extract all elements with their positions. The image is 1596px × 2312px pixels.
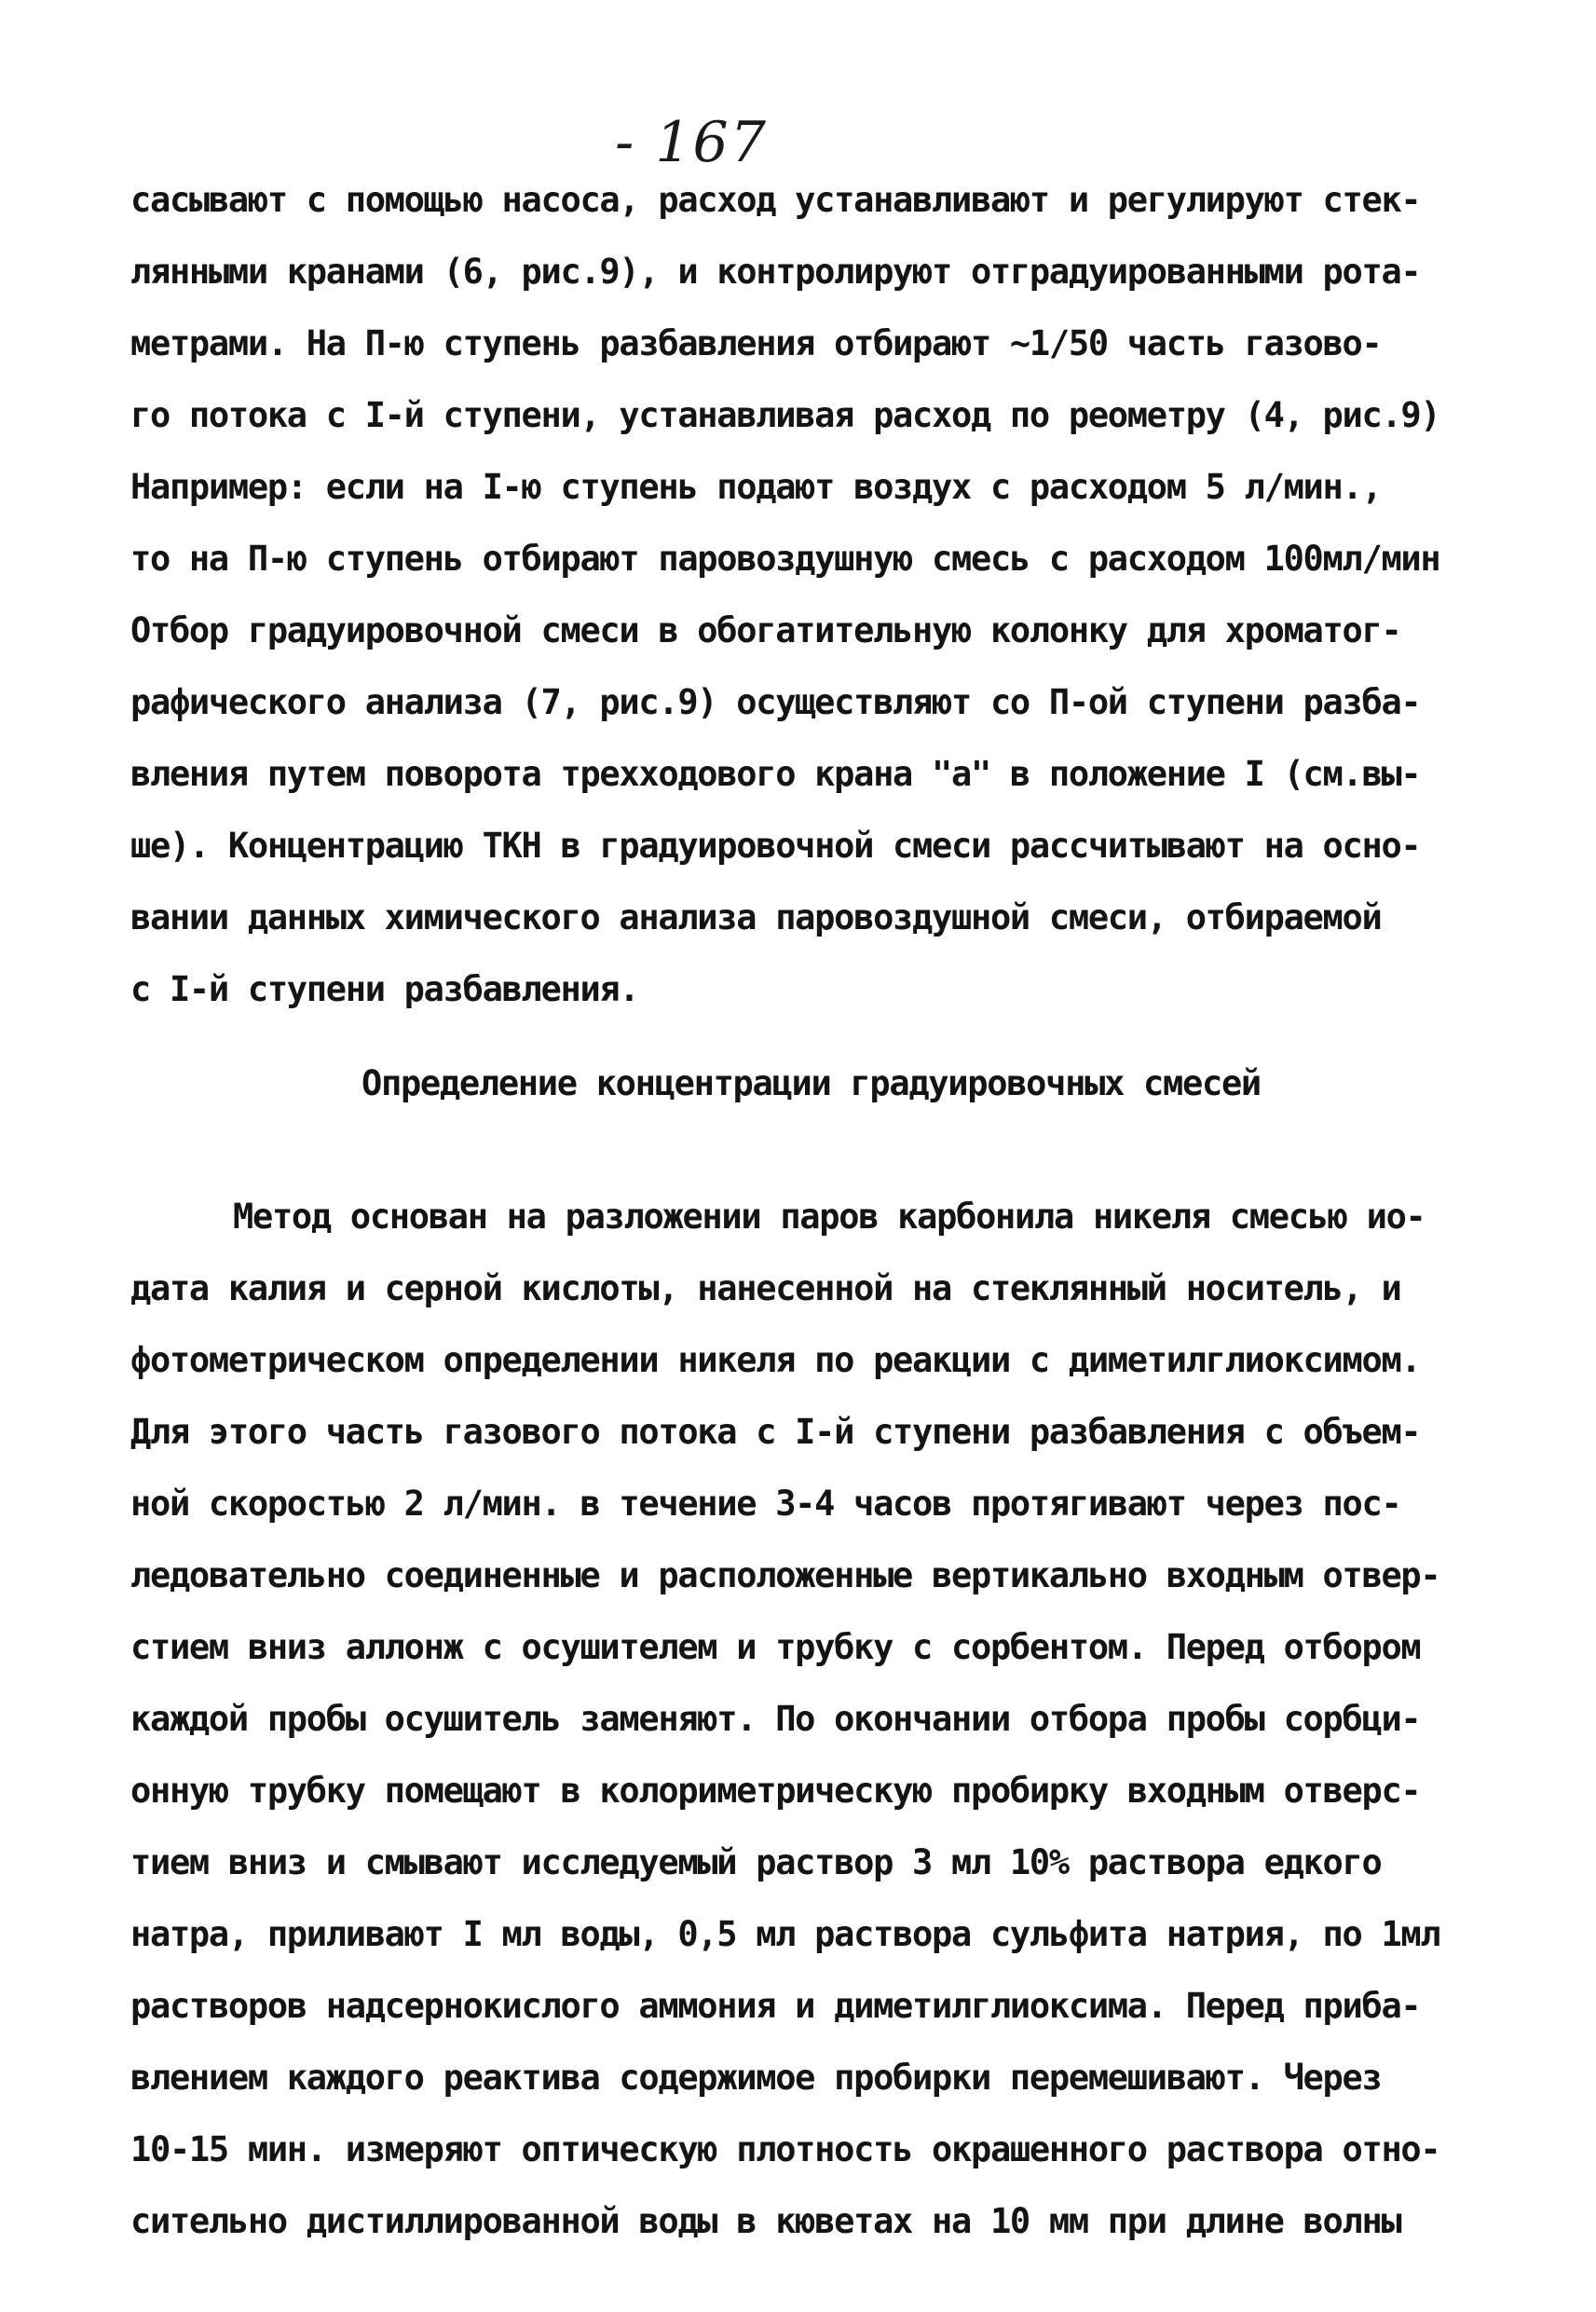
- paragraph-2-line: сительно дистиллированной воды в кюветах на 10 мм при длине волны: [130, 2201, 1401, 2241]
- paragraph-1-line: вании данных химического анализа паровоздушной смеси, отбираемой: [130, 897, 1382, 937]
- paragraph-2-line: фотометрическом определении никеля по реакции с диметилглиоксимом.: [130, 1340, 1421, 1380]
- paragraph-2-line: растворов надсернокислого аммония и диметилглиоксима. Перед приба-: [130, 1986, 1421, 2026]
- paragraph-2-line: каждой пробы осушитель заменяют. По окончании отбора пробы сорбци-: [130, 1699, 1421, 1739]
- paragraph-2-line: влением каждого реактива содержимое пробирки перемешивают. Через: [130, 2058, 1382, 2098]
- paragraph-1-line: то на П-ю ступень отбирают паровоздушную смесь с расходом 100мл/мин: [130, 539, 1440, 579]
- paragraph-2-line: дата калия и серной кислоты, нанесенной на стеклянный носитель, и: [130, 1268, 1401, 1308]
- paragraph-1-line: Отбор градуировочной смеси в обогатительную колонку для хроматог-: [130, 610, 1401, 650]
- paragraph-2-line: ной скоростью 2 л/мин. в течение 3-4 часов протягивают через пос-: [130, 1484, 1401, 1524]
- paragraph-2-line: тием вниз и смывают исследуемый раствор 3 мл 10% раствора едкого: [130, 1842, 1382, 1882]
- paragraph-2-line: Метод основан на разложении паров карбонила никеля смесью ио-: [233, 1197, 1425, 1237]
- paragraph-2-line: стием вниз аллонж с осушителем и трубку с сорбентом. Перед отбором: [130, 1627, 1421, 1667]
- paragraph-1-line: рафического анализа (7, рис.9) осуществляют со П-ой ступени разба-: [130, 682, 1421, 722]
- paragraph-2-line: ледовательно соединенные и расположенные вертикально входным отвер-: [130, 1555, 1440, 1595]
- section-heading: Определение концентрации градуировочных смесей: [361, 1063, 1261, 1103]
- paragraph-1-line: вления путем поворота трехходового крана "а" в положение I (см.вы-: [130, 754, 1421, 794]
- paragraph-2-line: онную трубку помещают в колориметрическую пробирку входным отверс-: [130, 1771, 1421, 1811]
- page-number: - 167: [615, 110, 768, 175]
- paragraph-1-line: Например: если на I-ю ступень подают воздух с расходом 5 л/мин.,: [130, 467, 1382, 507]
- paragraph-1-line: с I-й ступени разбавления.: [130, 969, 639, 1009]
- paragraph-1-line: метрами. На П-ю ступень разбавления отбирают ~1/50 часть газово-: [130, 323, 1382, 363]
- paragraph-1-line: ше). Концентрацию ТКН в градуировочной смеси рассчитывают на осно-: [130, 826, 1421, 866]
- paragraph-2-line: натра, приливают I мл воды, 0,5 мл раствора сульфита натрия, по 1мл: [130, 1914, 1440, 1954]
- paragraph-2-line: 10-15 мин. измеряют оптическую плотность окрашенного раствора отно-: [130, 2129, 1440, 2169]
- paragraph-1-line: лянными кранами (6, рис.9), и контролируют отградуированными рота-: [130, 252, 1421, 292]
- paragraph-1-line: сасывают с помощью насоса, расход устанавливают и регулируют стек-: [130, 180, 1421, 220]
- paragraph-2-line: Для этого часть газового потока с I-й ступени разбавления с объем-: [130, 1412, 1421, 1452]
- paragraph-1-line: го потока с I-й ступени, устанавливая расход по реометру (4, рис.9): [130, 395, 1440, 435]
